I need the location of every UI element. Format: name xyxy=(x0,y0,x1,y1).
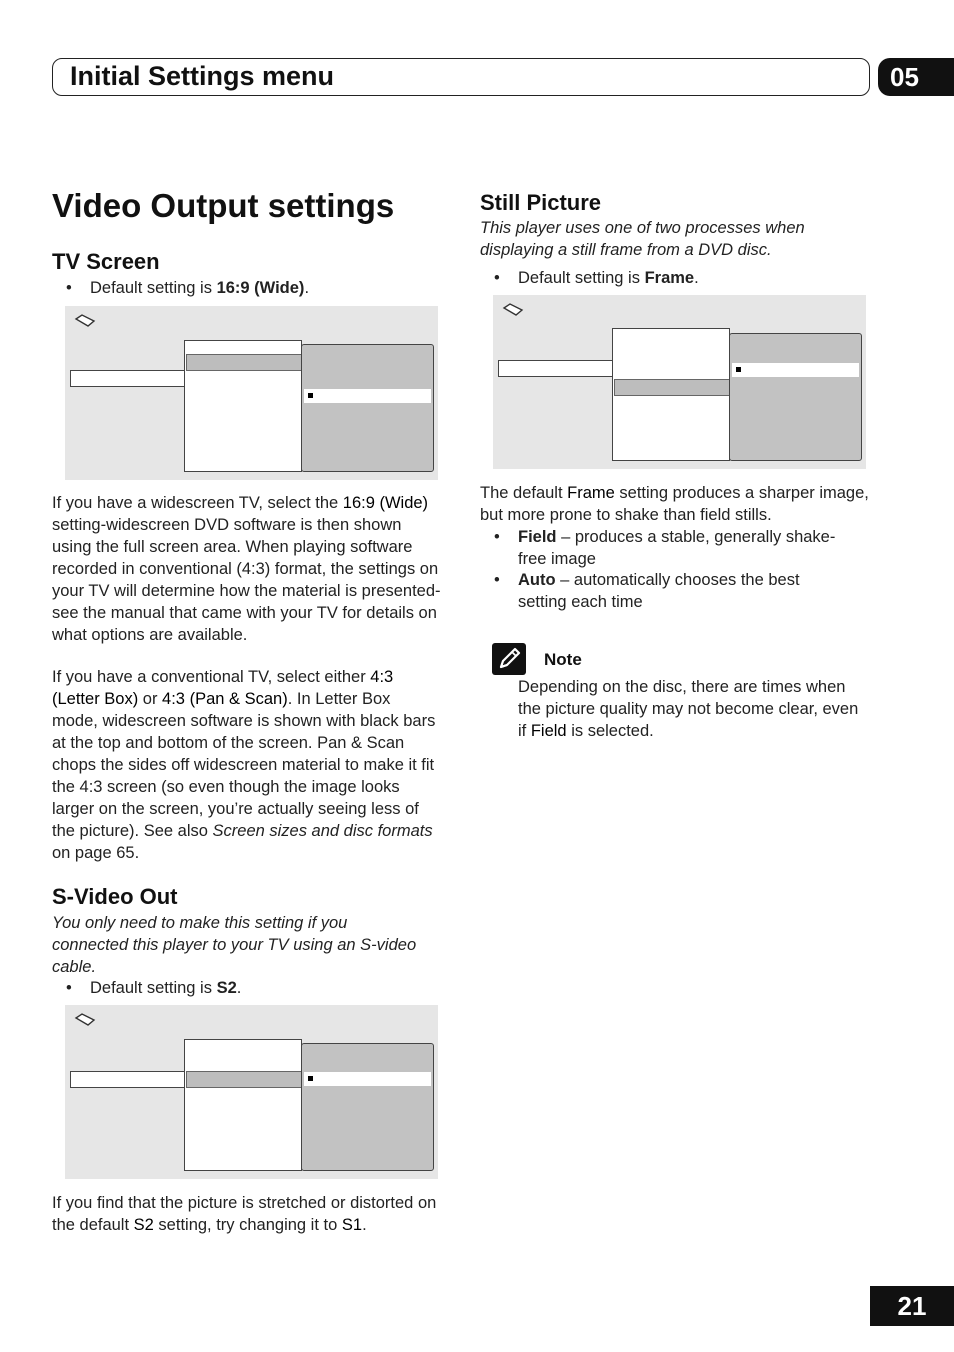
chapter-tab: 05 xyxy=(878,58,954,96)
tv-screen-osd xyxy=(65,306,438,480)
osd-highlight xyxy=(186,354,302,371)
tv-screen-para1: If you have a widescreen TV, select the 16:9 (Wide) setting-widescreen DVD software is then shown using the full screen area. When playing software recorded in conventional (4:3) format, the settings on your TV will determine how the material is presented-see the manual that came with your TV for details on what options are available. xyxy=(52,494,441,644)
osd-selected-option xyxy=(304,389,431,403)
tv-screen-para2: If you have a conventional TV, select either 4:3 (Letter Box) or 4:3 (Pan & Scan). In Letter Box mode, widescreen software is shown with black bars at the top and bottom of the screen. Pan & Scan chops the sides off widescreen material to make it fit the 4:3 screen (so even though the image looks larger on the screen, you’re actually seeing less of the picture). See also Screen sizes and disc formats on page 65. xyxy=(52,668,436,862)
still-osd xyxy=(493,295,866,469)
svideo-heading: S-Video Out xyxy=(52,884,178,909)
still-heading: Still Picture xyxy=(480,190,602,215)
osd-menu-row xyxy=(70,370,186,387)
svideo-para: If you find that the picture is stretched or distorted on the default S2 setting, try changing it to S1. xyxy=(52,1194,437,1234)
selection-marker xyxy=(308,393,313,398)
still-intro: This player uses one of two processes when displaying a still frame from a DVD disc. xyxy=(480,219,805,259)
osd-menu-row xyxy=(498,360,614,377)
osd-options-panel xyxy=(729,333,862,461)
svideo-intro: You only need to make this setting if you connected this player to your TV using an S-video cable. xyxy=(52,914,417,976)
osd-options-panel xyxy=(301,1043,434,1171)
osd-submenu xyxy=(184,1039,302,1171)
page-number: 21 xyxy=(870,1286,954,1326)
note-text: Depending on the disc, there are times when the picture quality may not become clear, even if Field is selected. xyxy=(518,678,859,740)
still-para: The default Frame setting produces a sharper image, but more prone to shake than field stills. xyxy=(480,484,869,524)
osd-selected-option xyxy=(732,363,859,377)
disc-icon xyxy=(74,314,96,328)
osd-highlight xyxy=(614,379,730,396)
osd-options-panel xyxy=(301,344,434,472)
selection-marker xyxy=(736,367,741,372)
note-title: Note xyxy=(544,650,582,669)
osd-highlight xyxy=(186,1071,302,1088)
tv-screen-heading: TV Screen xyxy=(52,249,160,274)
page-title: Video Output settings xyxy=(52,187,395,224)
pencil-icon xyxy=(492,643,526,675)
section-title: Initial Settings menu xyxy=(70,61,335,91)
svideo-osd xyxy=(65,1005,438,1179)
disc-icon xyxy=(74,1013,96,1027)
osd-selected-option xyxy=(304,1072,431,1086)
osd-menu-row xyxy=(70,1071,186,1088)
selection-marker xyxy=(308,1076,313,1081)
disc-icon xyxy=(502,303,524,317)
